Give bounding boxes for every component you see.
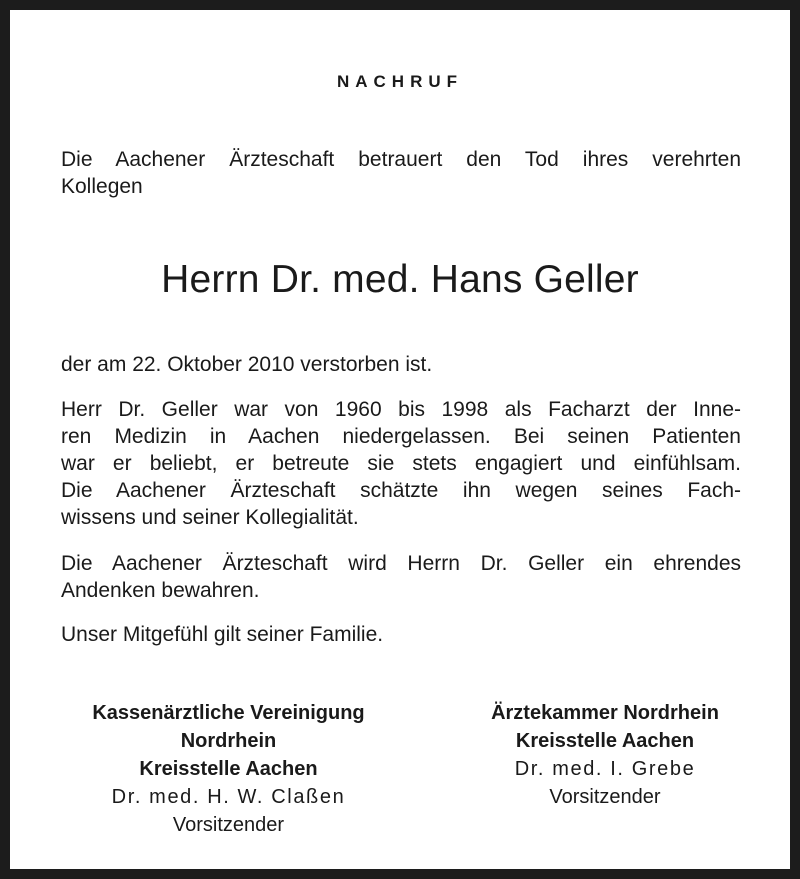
- career-line: wissens und seiner Kollegialität.: [61, 506, 359, 529]
- death-statement: [61, 351, 741, 378]
- condolence-paragraph: [61, 621, 741, 648]
- career-line: Herr Dr. Geller war von 1960 bis 1998 als Facharzt der Inne-: [61, 398, 741, 421]
- signature-person: Dr. med. H. W. Claßen: [111, 786, 346, 808]
- notice-heading: NACHRUF: [336, 72, 464, 91]
- memory-paragraph: [61, 550, 741, 604]
- signature-org-line: Kreisstelle Aachen: [139, 758, 318, 780]
- death-statement-text: der am 22. Oktober 2010 verstorben ist.: [61, 353, 433, 376]
- signature-role: Vorsitzender: [172, 814, 285, 836]
- deceased-name: Herrn Dr. med. Hans Geller: [161, 258, 639, 301]
- signature-org-line: Kassenärztliche Vereinigung: [92, 702, 365, 724]
- signature-right: [455, 699, 755, 811]
- signature-left: [56, 699, 401, 839]
- signature-person: Dr. med. I. Grebe: [514, 758, 696, 780]
- signature-org-line: Nordrhein: [180, 730, 277, 752]
- signature-role: Vorsitzender: [549, 786, 661, 808]
- career-line: war er beliebt, er betreute sie stets engagiert und einfühlsam.: [61, 452, 741, 475]
- signature-org-line: Kreisstelle Aachen: [515, 730, 695, 752]
- career-paragraph: [61, 396, 741, 531]
- signature-org-line: Ärztekammer Nordrhein: [491, 702, 719, 724]
- career-line: Die Aachener Ärzteschaft schätzte ihn wegen seines Fach-: [61, 479, 741, 502]
- memory-line: Die Aachener Ärzteschaft wird Herrn Dr. Geller ein ehrendes: [61, 552, 741, 575]
- intro-line: Kollegen: [61, 175, 143, 198]
- memory-line: Andenken bewahren.: [61, 579, 260, 602]
- intro-paragraph: [61, 146, 741, 200]
- condolence-text: Unser Mitgefühl gilt seiner Familie.: [61, 623, 384, 646]
- intro-line: Die Aachener Ärzteschaft betrauert den Tod ihres verehrten: [61, 148, 741, 171]
- career-line: ren Medizin in Aachen niedergelassen. Bei seinen Patienten: [61, 425, 741, 448]
